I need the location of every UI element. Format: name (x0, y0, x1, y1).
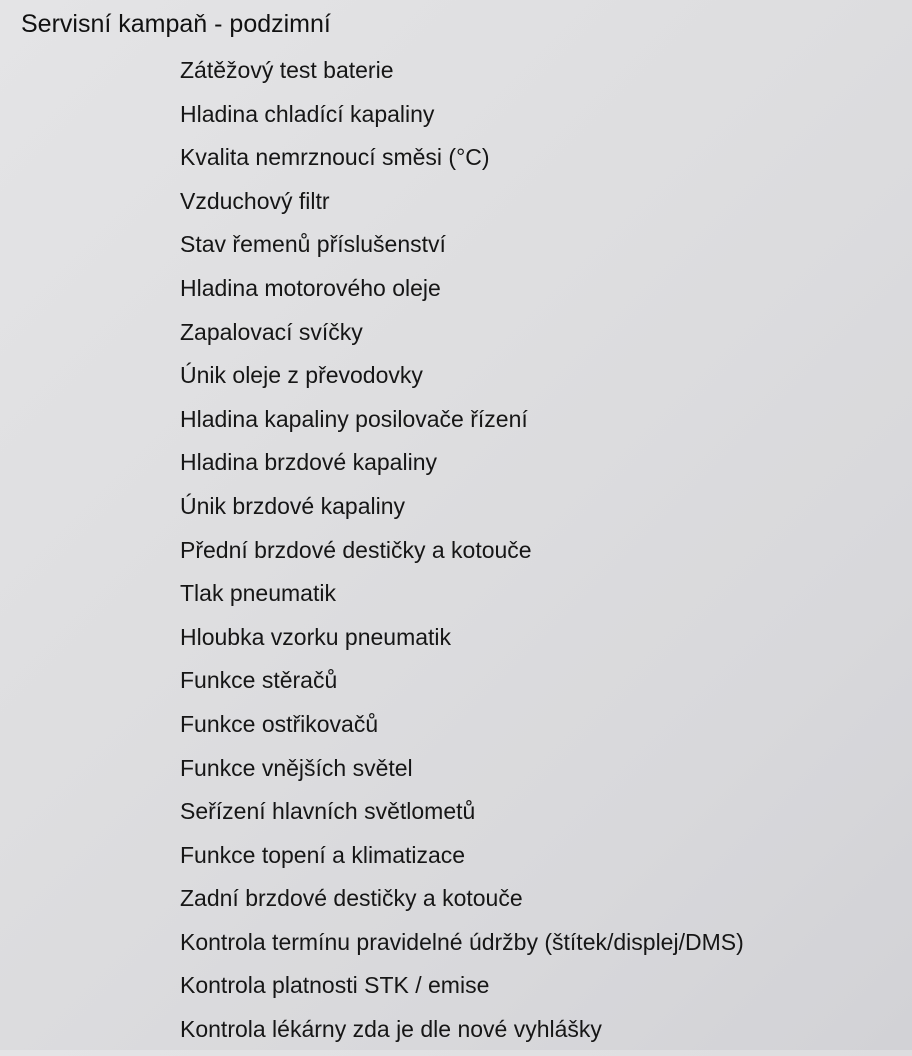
checklist-item: Tlak pneumatik (180, 580, 336, 607)
checklist-item: Kvalita nemrznoucí směsi (°C) (180, 144, 490, 171)
checklist-item: Zadní brzdové destičky a kotouče (180, 885, 523, 912)
checklist-item: Únik brzdové kapaliny (180, 492, 406, 519)
checklist-item: Hladina chladící kapaliny (180, 100, 435, 127)
checklist-item: Únik oleje z převodovky (180, 362, 423, 389)
checklist-item: Seřízení hlavních světlometů (180, 798, 476, 825)
checklist-item: Funkce stěračů (180, 667, 338, 694)
checklist-item: Zátěžový test baterie (180, 57, 394, 83)
checklist-item: Hladina brzdové kapaliny (180, 449, 437, 476)
checklist-item: Funkce topení a klimatizace (180, 841, 466, 868)
checklist-item: Hladina kapaliny posilovače řízení (180, 405, 528, 432)
checklist-item: Vzduchový filtr (180, 187, 330, 214)
document-title: Servisní kampaň - podzimní (21, 10, 331, 38)
checklist-item: Kontrola platnosti STK / emise (180, 972, 490, 999)
checklist-item: Zapalovací svíčky (180, 318, 363, 345)
checklist-item: Funkce ostřikovačů (180, 710, 379, 737)
checklist (180, 53, 900, 1056)
checklist-item: Kontrola termínu pravidelné údržby (štítek/displej/DMS) (180, 928, 744, 955)
checklist-item: Hladina motorového oleje (180, 274, 441, 301)
checklist-item: Přední brzdové destičky a kotouče (180, 536, 532, 563)
checklist-item: Stav řemenů příslušenství (180, 231, 446, 258)
checklist-item: Kontrola lékárny zda je dle nové vyhlášky (180, 1016, 602, 1043)
checklist-item: Funkce vnějších světel (180, 754, 413, 781)
checklist-item: Hloubka vzorku pneumatik (180, 623, 452, 650)
